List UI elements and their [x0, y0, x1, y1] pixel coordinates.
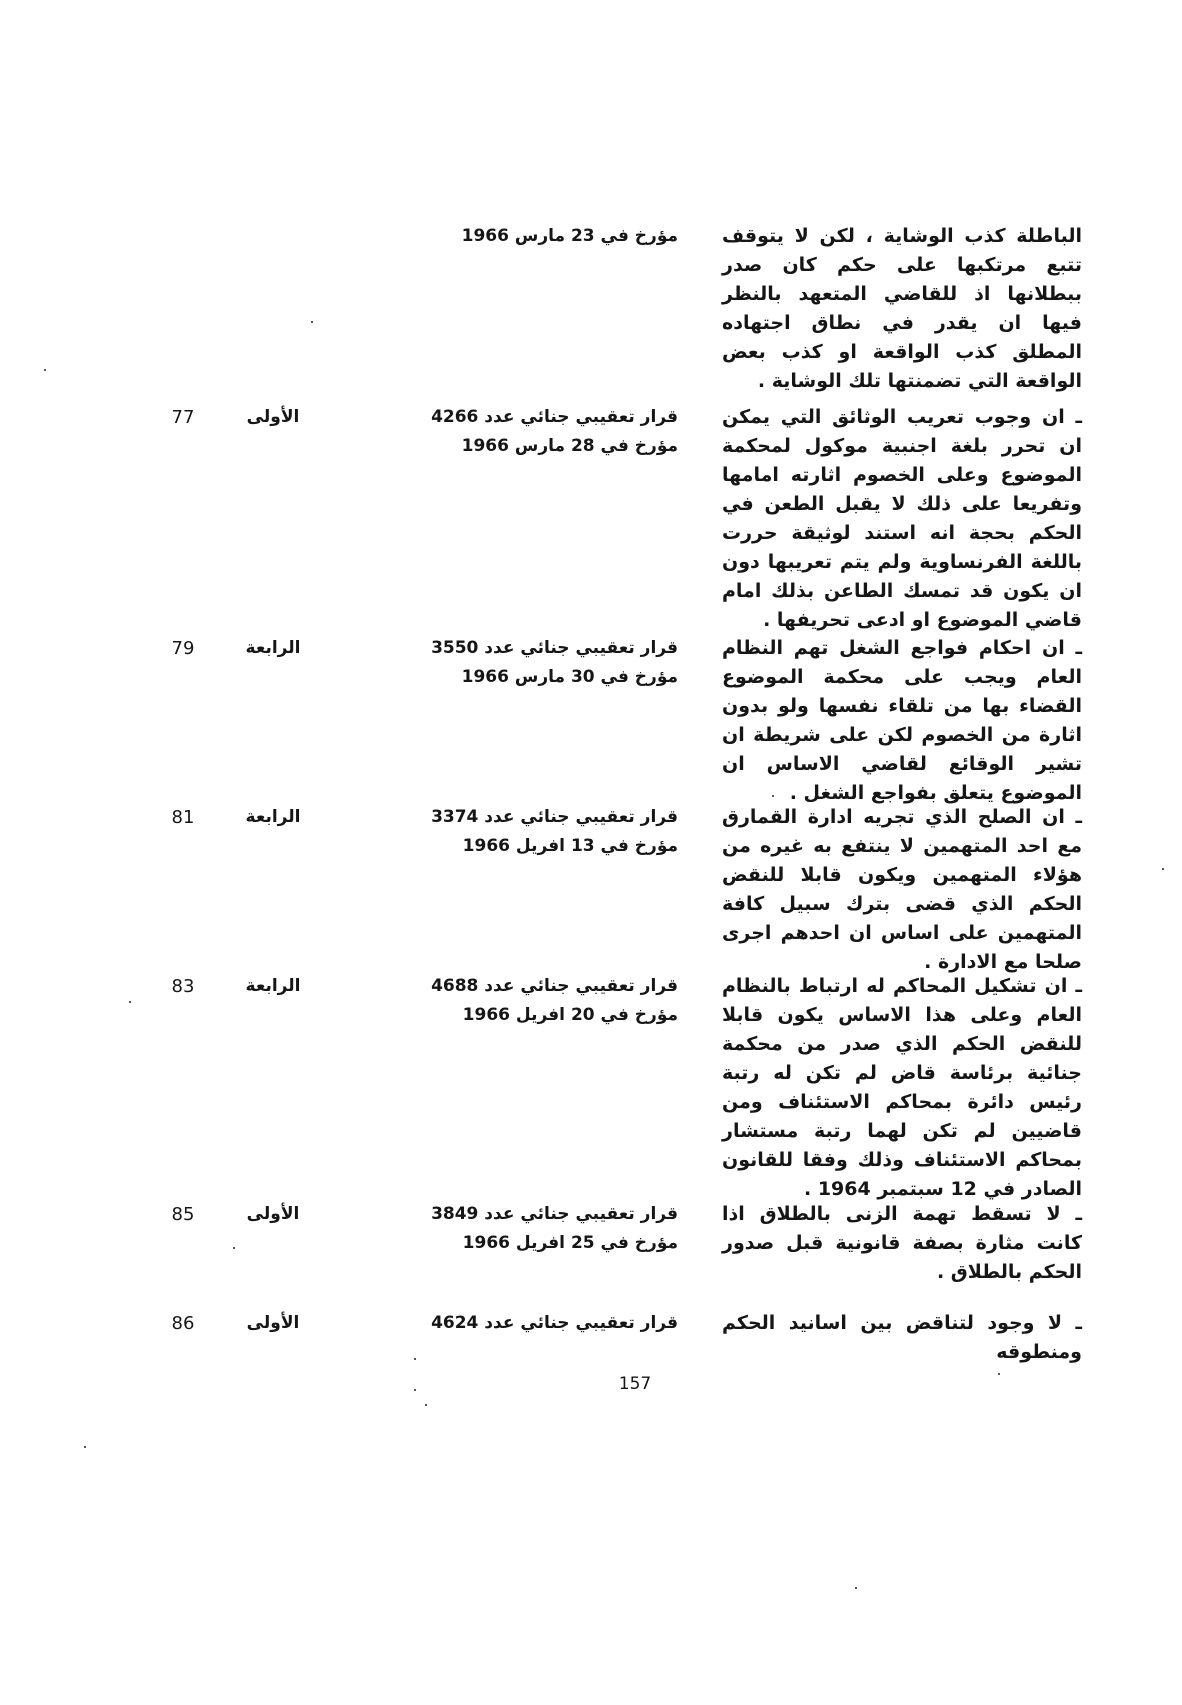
entry-dash: ـ	[1075, 806, 1082, 828]
entry-dash: ـ	[1075, 637, 1082, 659]
entry-description-text: ان تشكيل المحاكم له ارتباط بالنظام العام وعلى هذا الاساس يكون قابلا للنقض الحكم الذي صدر من محكمة جنائية برئاسة قاض لم تكن له رتبة رئيس دائرة بمحاكم الاستئناف ومن قاضيين لم تكن لهما رتبة مستشار بمحاكم الاستئناف وذلك وفقا للقانون الصادر في 12 سبتمبر 1964 .	[722, 975, 1082, 1200]
reference-line: قرار تعقيبي جنائي عدد 4266	[431, 407, 678, 427]
reference-line: قرار تعقيبي جنائي عدد 3550	[431, 638, 678, 658]
reference-line: مؤرخ في 23 مارس 1966	[461, 226, 678, 246]
entry-description-text: لا وجود لتناقض بين اسانيد الحكم ومنطوقه	[722, 1312, 1082, 1363]
chamber-label: الأولى	[246, 407, 300, 427]
entry-description	[722, 1200, 1082, 1287]
entry-description	[722, 634, 1082, 808]
entry-description-text: ان الصلح الذي تجريه ادارة القمارق مع احد المتهمين لا ينتفع به غيره من هؤلاء المتهمين ويكون قابلا للنقض الحكم الذي قضى بترك سبيل كافة المتهمين على اساس ان احدهم اجرى صلحا مع الادارة .	[722, 806, 1082, 973]
reference-line: مؤرخ في 25 افريل 1966	[462, 1233, 678, 1253]
reference-line: قرار تعقيبي جنائي عدد 4688	[431, 976, 678, 996]
scan-speck	[414, 1389, 416, 1391]
reference-line: مؤرخ في 20 افريل 1966	[462, 1005, 678, 1025]
entry-reference	[372, 1200, 678, 1258]
scan-speck	[311, 321, 313, 323]
entry-dash: ـ	[1075, 406, 1082, 428]
page-reference: 81	[171, 807, 195, 828]
chamber-label: الأولى	[246, 1313, 300, 1333]
page-reference: 86	[171, 1313, 195, 1334]
page-number: 157	[618, 1374, 652, 1394]
reference-line: مؤرخ في 28 مارس 1966	[461, 436, 678, 456]
entry-description	[722, 972, 1082, 1204]
entry-description: الباطلة كذب الوشاية ، لكن لا يتوقف تتبع مرتكبها على حكم كان صدر ببطلانها اذ للقاضي المتعهد بالنظر فيها ان يقدر في نطاق اجتهاده المطلق كذب الواقعة او كذب بعض الواقعة التي تضمنتها تلك الوشاية .	[722, 225, 1082, 392]
entry-reference	[372, 1309, 678, 1338]
entry-reference	[372, 222, 678, 251]
scan-speck	[233, 1247, 235, 1249]
entry-reference	[372, 403, 678, 461]
scan-speck	[84, 1446, 86, 1448]
entry-reference	[372, 803, 678, 861]
page-reference: 83	[171, 976, 195, 997]
scan-speck	[855, 1587, 857, 1589]
entry-dash: ـ	[1075, 975, 1082, 997]
scan-speck	[129, 1001, 131, 1003]
entry-description-text: لا تسقط تهمة الزنى بالطلاق اذا كانت مثارة بصفة قانونية قبل صدور الحكم بالطلاق .	[722, 1203, 1082, 1283]
page-reference: 77	[171, 407, 195, 428]
entry-description-text: ان وجوب تعريب الوثائق التي يمكن ان تحرر بلغة اجنبية موكول لمحكمة الموضوع وعلى الخصوم اثارته امامها وتفريعا على ذلك لا يقبل الطعن في الحكم بحجة انه استند لوثيقة حررت باللغة الفرنساوية ولم يتم تعريبها دون ان يكون قد تمسك الطاعن بذلك امام قاضي الموضوع او ادعى تحريفها .	[722, 406, 1082, 631]
page-reference: 79	[171, 638, 195, 659]
reference-line: مؤرخ في 30 مارس 1966	[461, 667, 678, 687]
entry-dash: ـ	[1075, 1203, 1082, 1225]
reference-line: قرار تعقيبي جنائي عدد 4624	[431, 1313, 678, 1333]
scan-speck	[772, 795, 774, 797]
reference-line: مؤرخ في 13 افريل 1966	[462, 836, 678, 856]
chamber-label: الرابعة	[245, 807, 301, 827]
chamber-label: الرابعة	[245, 976, 301, 996]
entry-dash: ـ	[1075, 1312, 1082, 1334]
entry-description	[722, 1309, 1082, 1367]
entry-description	[722, 803, 1082, 977]
page-reference: 85	[171, 1204, 195, 1225]
scan-speck	[998, 1373, 1000, 1375]
entry-description	[722, 403, 1082, 635]
scan-speck	[44, 369, 46, 371]
entry-description-text: ان احكام فواجع الشغل تهم النظام العام ويجب على محكمة الموضوع القضاء بها من تلقاء نفسها ولو بدون اثارة من الخصوم لكن على شريطة ان تشير الوقائع لقاضي الاساس ان الموضوع يتعلق بفواجع الشغل .	[722, 637, 1082, 804]
scan-speck	[425, 1404, 427, 1406]
scan-speck	[414, 1358, 416, 1360]
reference-line: قرار تعقيبي جنائي عدد 3849	[431, 1204, 678, 1224]
entry-reference	[372, 634, 678, 692]
entry-reference	[372, 972, 678, 1030]
reference-line: قرار تعقيبي جنائي عدد 3374	[431, 807, 678, 827]
chamber-label: الأولى	[246, 1204, 300, 1224]
chamber-label: الرابعة	[245, 638, 301, 658]
scan-speck	[1162, 868, 1164, 870]
